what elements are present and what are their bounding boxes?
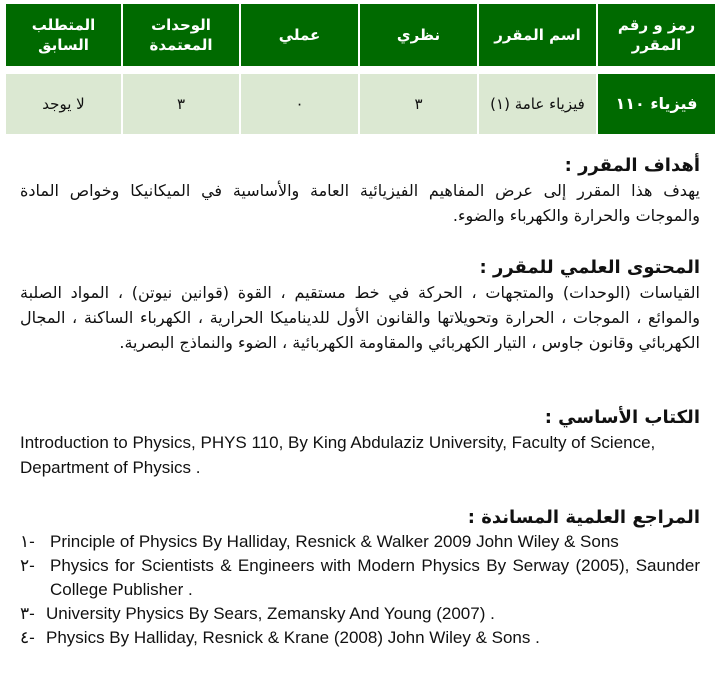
header-prerequisite: المتطلب السابق bbox=[5, 3, 122, 67]
header-credits: الوحدات المعتمدة bbox=[122, 3, 240, 67]
header-course-name: اسم المقرر bbox=[478, 3, 597, 67]
textbook-text: Introduction to Physics, PHYS 110, By King Abdulaziz University, Faculty of Science, Department of Physics . bbox=[20, 433, 656, 477]
table-header-row bbox=[5, 3, 716, 67]
cell-credits: ٣ bbox=[122, 73, 240, 135]
objectives-heading: أهداف المقرر : bbox=[564, 155, 700, 176]
cell-course-name: فيزياء عامة (١) bbox=[478, 73, 597, 135]
table-row bbox=[5, 73, 716, 135]
textbook-heading: الكتاب الأساسي : bbox=[544, 407, 700, 428]
reference-text: Physics By Halliday, Resnick & Krane (2008) John Wiley & Sons . bbox=[46, 628, 540, 647]
references-list bbox=[20, 530, 700, 650]
header-course-code: رمز و رقم المقرر bbox=[597, 3, 716, 67]
list-item bbox=[20, 602, 700, 626]
course-info-table bbox=[4, 2, 717, 136]
references-section bbox=[20, 506, 700, 650]
objectives-section bbox=[20, 154, 700, 228]
list-item bbox=[20, 626, 700, 650]
content-heading: المحتوى العلمي للمقرر : bbox=[479, 257, 700, 278]
cell-theory: ٣ bbox=[359, 73, 478, 135]
reference-number: ١- bbox=[20, 532, 35, 551]
reference-number: ٤- bbox=[20, 628, 35, 647]
objectives-text: يهدف هذا المقرر إلى عرض المفاهيم الفيزيائية العامة والأساسية في الميكانيكا وخواص المادة والموجات والحرارة والكهرباء والضوء. bbox=[20, 181, 700, 225]
content-section bbox=[20, 256, 700, 355]
reference-number: ٢- bbox=[20, 556, 35, 575]
reference-text: Physics for Scientists & Engineers with Modern Physics By Serway (2005), Saunder College Publisher . bbox=[50, 556, 700, 599]
content-text: القياسات (الوحدات) والمتجهات ، الحركة في خط مستقيم ، القوة (قوانين نيوتن) ، المواد الصلبة والموائع ، الموجات ، الحرارة وتحويلاتها والقانون الأول للديناميكا الحرارية ، الكهرباء الساكنة ، المجال الكهربائي وقانون جاوس ، التيار الكهربائي والمقاومة الكهربائية ، الضوء والنماذج البصرية. bbox=[20, 283, 700, 352]
reference-text: Principle of Physics By Halliday, Resnick & Walker 2009 John Wiley & Sons bbox=[50, 532, 619, 551]
textbook-section bbox=[20, 406, 700, 480]
list-item bbox=[20, 554, 700, 602]
cell-practical: ٠ bbox=[240, 73, 359, 135]
references-heading: المراجع العلمية المساندة : bbox=[467, 507, 700, 528]
cell-prerequisite: لا يوجد bbox=[5, 73, 122, 135]
header-practical: عملي bbox=[240, 3, 359, 67]
reference-text: University Physics By Sears, Zemansky And Young (2007) . bbox=[46, 604, 495, 623]
header-theory: نظري bbox=[359, 3, 478, 67]
list-item bbox=[20, 530, 700, 554]
cell-course-code: فيزياء ١١٠ bbox=[597, 73, 716, 135]
reference-number: ٣- bbox=[20, 604, 35, 623]
